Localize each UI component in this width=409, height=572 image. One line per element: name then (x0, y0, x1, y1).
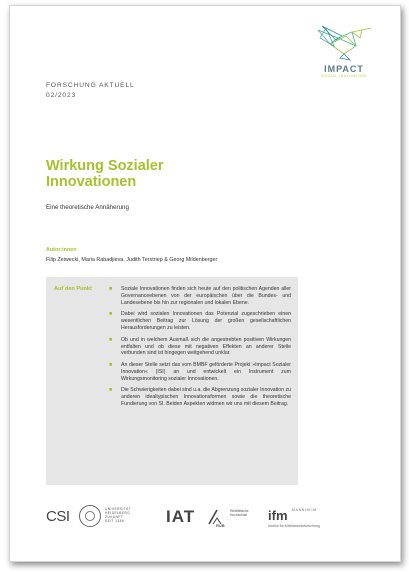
impact-logo-tagline: SOCIAL INNOVATION (321, 74, 367, 78)
page-title (46, 158, 286, 190)
impact-logo-name: IMPACT (324, 64, 364, 74)
publication-series: FORSCHUNG AKTUELL (46, 82, 135, 89)
summary-item-text: Ob und in welchem Ausmaß sich die angestrebten positiven Wirkungen entfalten und ob diese mit negativen Effekten an anderer Stelle verbunden sind ist hingegen weitgehend unklar. (121, 336, 291, 357)
summary-item (109, 362, 291, 383)
summary-item (109, 387, 291, 408)
summary-list (109, 286, 291, 413)
partner-line: Hochschule (230, 513, 248, 517)
university-line: ZUKUNFT (105, 515, 124, 519)
summary-box (46, 277, 298, 485)
report-cover-page (9, 5, 401, 562)
authors-label: Autor:innen (46, 247, 77, 253)
hummingbird-logo-icon (316, 24, 372, 62)
partner-logos (46, 504, 346, 532)
ifm-subtitle: Institut für Mittelstandsforschung (268, 524, 320, 528)
university-line: UNIVERSITÄT (105, 507, 132, 511)
title-line-2: Innovationen (46, 174, 137, 190)
ifm-city: MANNHEIM (292, 508, 317, 512)
summary-item-text: Soziale Innovationen finden sich heute auf den politischen Agenden aller Governanceebenen von der europäischen über die Bundes- und Landesebene bis hin zur regionalen und lokalen Ebene. (121, 286, 291, 306)
bullet-icon: ■ (109, 311, 113, 318)
summary-item (109, 286, 291, 307)
summary-item (109, 337, 291, 358)
subtitle: Eine theoretische Annäherung (46, 204, 129, 211)
title-line-1: Wirkung Sozialer (46, 158, 164, 174)
university-line: SEIT 1386 (105, 519, 125, 523)
impact-logo (316, 24, 372, 78)
partner-line: Westfälische (230, 509, 249, 513)
summary-item-text: Dabei wird sozialen Innovationen das Potenzial zugeschrieben einen wesentlichen Beitrag zur Lösung der großen gesellschaftlichen Herausforderungen zu leisten. (121, 311, 291, 332)
bullet-icon: ■ (109, 286, 113, 292)
university-logo-text (105, 507, 131, 523)
issue-number: 02/2023 (46, 92, 77, 99)
westfaelische-hochschule-text (230, 509, 249, 517)
bullet-icon: ■ (109, 387, 113, 394)
bullet-icon: ■ (109, 361, 113, 368)
authors-names: Filip Zeiwecki, Maria Rabadjieva, Judith Terstriep & Georg Mildenberger (46, 257, 218, 263)
university-line: HEIDELBERG (105, 511, 131, 515)
iat-logo: IAT (166, 507, 196, 526)
ifm-logo: ifm (268, 508, 288, 523)
csi-logo: CSI (46, 508, 70, 525)
summary-item-text: An dieser Stelle setzt das vom BMBF geförderte Projekt »Impact Sozialer Innovation« (ISI) an und entwickelt ein Instrument zum Wirkungsmonitoring sozialer Innovationen. (121, 361, 291, 382)
summary-item (109, 311, 291, 332)
rub-logo: RUB (216, 523, 225, 528)
university-seal-icon (79, 505, 101, 527)
bullet-icon: ■ (109, 336, 113, 343)
summary-label: Auf den Punkt (54, 286, 92, 292)
seal-inner-ring (85, 511, 95, 521)
summary-item-text: Die Schwierigkeiten dabei sind u.a. die Abgrenzung sozialer Innovation zu anderen idealtypischen Innovationsformen sowie die theoretische Fundierung von SI. Beiden Aspekten widmen wir uns mit diesem Beitrag. (121, 387, 291, 408)
